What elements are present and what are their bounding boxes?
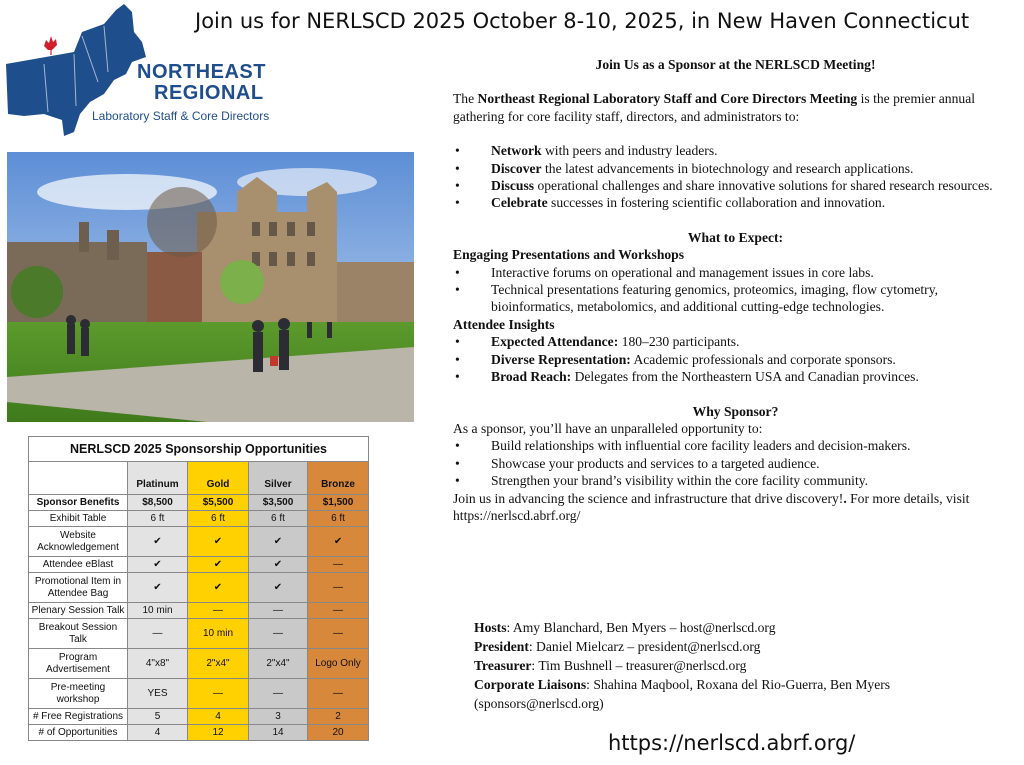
maple-leaf-icon	[44, 36, 57, 50]
why-intro: As a sponsor, you’ll have an unparalleled opportunity to:	[453, 420, 763, 436]
goals-list	[453, 142, 1018, 212]
table-row	[29, 709, 369, 725]
contact-treasurer: Treasurer: Tim Bushnell – treasurer@nerlscd.org	[474, 658, 747, 673]
cell-silver: —	[249, 603, 308, 619]
row-label: Breakout Session Talk	[29, 619, 128, 649]
cell-silver: 6 ft	[249, 511, 308, 527]
table-title: NERLSCD 2025 Sponsorship Opportunities	[29, 437, 369, 462]
website-link[interactable]: https://nerlscd.abrf.org/	[608, 731, 856, 755]
cell-bronze: 20	[308, 725, 369, 741]
list-item: • Showcase your products and services to a targeted audience.	[453, 455, 1018, 472]
list-item: • Diverse Representation: Academic professionals and corporate sponsors.	[453, 351, 1018, 368]
dash-icon: —	[308, 557, 369, 573]
tier-bronze: Bronze	[308, 462, 369, 495]
contacts	[474, 618, 1014, 713]
check-icon: ✔	[188, 573, 249, 603]
cell-bronze: —	[308, 603, 369, 619]
cell-bronze: 2	[308, 709, 369, 725]
cell-platinum: 10 min	[128, 603, 188, 619]
list-item: • Expected Attendance: 180–230 participants.	[453, 333, 1018, 350]
contact-president: President: Daniel Mielcarz – president@nerlscd.org	[474, 639, 761, 654]
cell-silver: 3	[249, 709, 308, 725]
list-item: • Strengthen your brand’s visibility within the core facility community.	[453, 472, 1018, 489]
header-blank	[29, 462, 128, 495]
cell-gold: 10 min	[188, 619, 249, 649]
presentations-list	[453, 264, 1018, 316]
check-icon: ✔	[128, 557, 188, 573]
cell-bronze: —	[308, 679, 369, 709]
list-item: • Discover the latest advancements in biotechnology and research applications.	[453, 160, 1018, 177]
cell-platinum: YES	[128, 679, 188, 709]
list-item: • Celebrate successes in fostering scientific collaboration and innovation.	[453, 194, 1018, 211]
cell-platinum: 4"x8"	[128, 649, 188, 679]
sponsor-info	[453, 56, 1018, 524]
tier-gold: Gold	[188, 462, 249, 495]
table-row	[29, 619, 369, 649]
row-label: Promotional Item in Attendee Bag	[29, 573, 128, 603]
list-item: • Discuss operational challenges and share innovative solutions for shared research resources.	[453, 177, 1018, 194]
check-icon: ✔	[188, 527, 249, 557]
table-row	[29, 495, 369, 511]
table-row	[29, 725, 369, 741]
dash-icon: —	[308, 573, 369, 603]
cell-gold: —	[188, 603, 249, 619]
row-label: Program Advertisement	[29, 649, 128, 679]
check-icon: ✔	[128, 527, 188, 557]
cell-gold: 4	[188, 709, 249, 725]
cell-platinum: —	[128, 619, 188, 649]
cell-silver: —	[249, 679, 308, 709]
insights-list	[453, 333, 1018, 385]
campus-photo	[7, 152, 414, 422]
why-list	[453, 437, 1018, 489]
check-icon: ✔	[188, 557, 249, 573]
cell-gold: —	[188, 679, 249, 709]
tier-platinum: Platinum	[128, 462, 188, 495]
section-title: Join Us as a Sponsor at the NERLSCD Meeting!	[595, 57, 876, 72]
list-item: • Broad Reach: Delegates from the Northeastern USA and Canadian provinces.	[453, 368, 1018, 385]
table-row	[29, 527, 369, 557]
check-icon: ✔	[308, 527, 369, 557]
nerlscd-logo	[4, 2, 284, 140]
logo-line-3: Laboratory Staff & Core Directors	[92, 109, 270, 123]
cell-silver: —	[249, 619, 308, 649]
row-label: Attendee eBlast	[29, 557, 128, 573]
row-label: # Free Registrations	[29, 709, 128, 725]
row-label: Plenary Session Talk	[29, 603, 128, 619]
table-row	[29, 557, 369, 573]
intro-paragraph: The Northeast Regional Laboratory Staff and Core Directors Meeting is the premier annual gathering for core facility staff, directors, and administrators to:	[453, 91, 976, 124]
why-title: Why Sponsor?	[692, 403, 779, 419]
cell-bronze: 6 ft	[308, 511, 369, 527]
cell-silver: 14	[249, 725, 308, 741]
cell-silver: 2"x4"	[249, 649, 308, 679]
cell-platinum: 5	[128, 709, 188, 725]
cell-gold: 2"x4"	[188, 649, 249, 679]
list-item: • Interactive forums on operational and management issues in core labs.	[453, 264, 1018, 281]
insights-title: Attendee Insights	[453, 316, 555, 332]
cell-platinum: $8,500	[128, 495, 188, 511]
list-item: • Build relationships with influential core facility leaders and decision-makers.	[453, 437, 1018, 454]
table-row	[29, 649, 369, 679]
cell-gold: 12	[188, 725, 249, 741]
check-icon: ✔	[249, 527, 308, 557]
cell-silver: $3,500	[249, 495, 308, 511]
check-icon: ✔	[249, 573, 308, 603]
row-label: Sponsor Benefits	[29, 495, 128, 511]
row-label: Pre-meeting workshop	[29, 679, 128, 709]
table-row	[29, 603, 369, 619]
table-row	[29, 679, 369, 709]
table-row	[29, 511, 369, 527]
list-item: • Technical presentations featuring genomics, proteomics, imaging, flow cytometry, bioinformatics, metabolomics, and additional cutting-edge technologies.	[453, 281, 1018, 316]
expect-title: What to Expect:	[687, 229, 784, 245]
page-headline: Join us for NERLSCD 2025 October 8-10, 2025, in New Haven Connecticut	[195, 9, 970, 33]
row-label: Exhibit Table	[29, 511, 128, 527]
row-label: Website Acknowledgement	[29, 527, 128, 557]
contact-hosts: Hosts: Amy Blanchard, Ben Myers – host@nerlscd.org	[474, 620, 776, 635]
closing-paragraph: Join us in advancing the science and infrastructure that drive discovery!. For more details, visit https://nerlscd.abrf.org/	[453, 490, 970, 523]
cell-platinum: 4	[128, 725, 188, 741]
check-icon: ✔	[249, 557, 308, 573]
presentations-title: Engaging Presentations and Workshops	[453, 247, 685, 263]
logo-line-2: REGIONAL	[154, 82, 264, 104]
sponsorship-table	[28, 436, 368, 741]
cell-platinum: 6 ft	[128, 511, 188, 527]
list-item: • Network with peers and industry leaders.	[453, 142, 1018, 159]
cell-bronze: $1,500	[308, 495, 369, 511]
table-row	[29, 573, 369, 603]
logo-line-1: NORTHEAST	[137, 61, 266, 83]
check-icon: ✔	[128, 573, 188, 603]
contact-liaisons: Corporate Liaisons: Shahina Maqbool, Roxana del Rio-Guerra, Ben Myers (sponsors@nerlscd.org)	[474, 677, 891, 711]
tier-silver: Silver	[249, 462, 308, 495]
row-label: # of Opportunities	[29, 725, 128, 741]
cell-bronze: —	[308, 619, 369, 649]
cell-gold: $5,500	[188, 495, 249, 511]
cell-bronze: Logo Only	[308, 649, 369, 679]
cell-gold: 6 ft	[188, 511, 249, 527]
